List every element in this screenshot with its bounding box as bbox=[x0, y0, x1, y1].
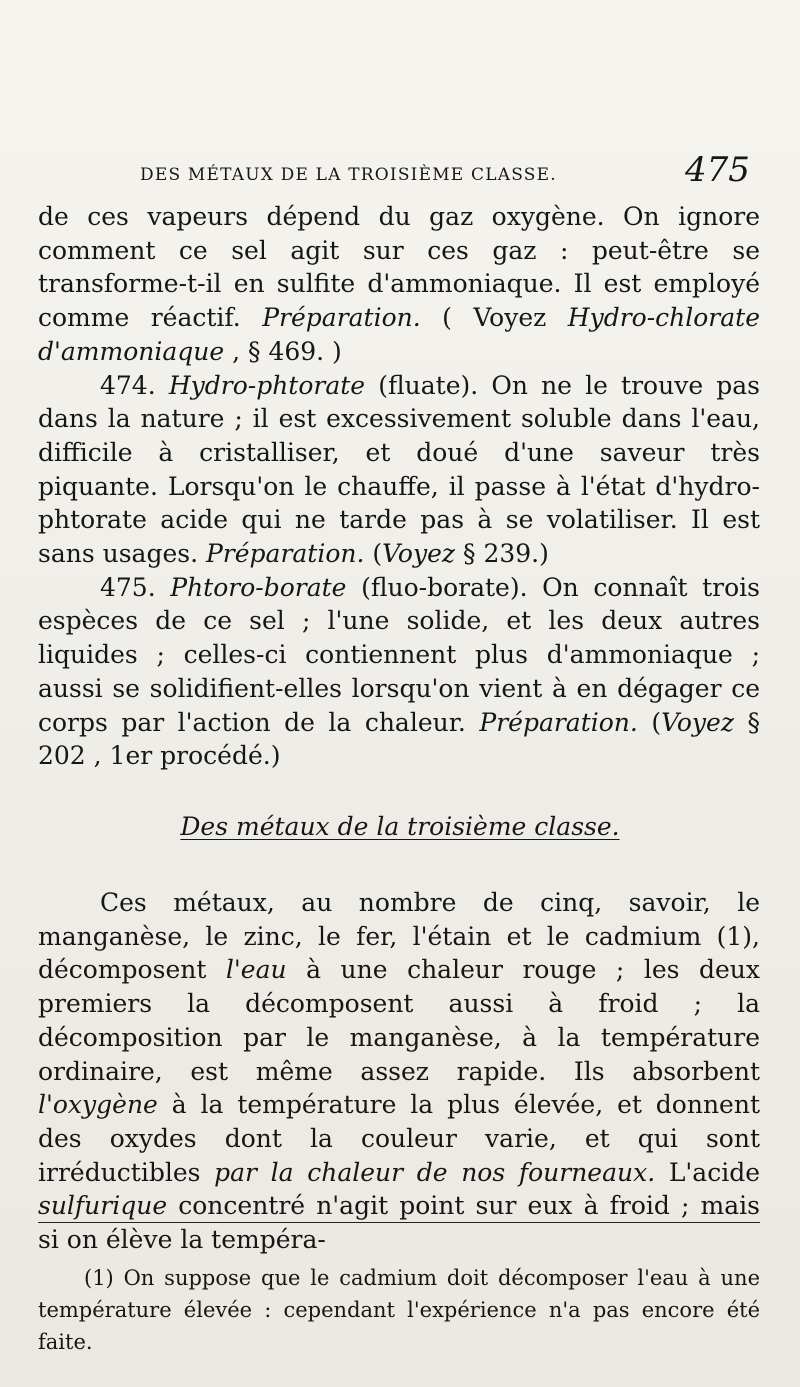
voyez-label: Voyez bbox=[382, 539, 456, 569]
text-run: ( Voyez bbox=[420, 303, 568, 333]
text-run: ( bbox=[364, 539, 383, 569]
emphasis-term: sulfurique bbox=[38, 1191, 168, 1221]
article-term: Hydro-phtorate bbox=[168, 370, 366, 400]
emphasis-term: par la chaleur de nos fourneaux. bbox=[214, 1157, 656, 1187]
preparation-label: Préparation. bbox=[205, 539, 365, 569]
text-run: (fluo-borate). On connaît trois espèces de ce sel ; l'une solide, et les deux autres liquides ; celles-ci contiennent plus d'ammoniaque ; aussi se solidifient-elles lorsqu'on vient à en dégager ce corps par l'action de la chaleur. bbox=[38, 572, 760, 737]
article-term: Phtoro-borate bbox=[170, 572, 347, 602]
text-run: ( bbox=[637, 707, 662, 737]
text-run: de ces vapeurs dépend du gaz oxygène. On ignore comment ce sel agit sur ces gaz : peut-être se transforme-t-il en sulfite d'ammoniaque. Il est employé comme réactif. bbox=[38, 202, 760, 333]
text-run: § 202 , 1er procédé.) bbox=[38, 707, 761, 771]
text-run: , § 469. ) bbox=[224, 336, 342, 366]
preparation-label: Préparation. bbox=[262, 303, 421, 333]
emphasis-term: l'eau bbox=[225, 955, 287, 985]
body-text-top bbox=[38, 200, 760, 773]
footnote-text: (1) On suppose que le cadmium doit décomposer l'eau à une température élevée : cependant l'expérience n'a pas encore été faite. bbox=[38, 1266, 760, 1354]
footnote-divider bbox=[38, 1222, 760, 1223]
text-run: concentré n'agit point sur eux à froid ; mais si on élève la tempéra- bbox=[38, 1191, 760, 1255]
text-run: à la température la plus élevée, et donnent des oxydes dont la couleur varie, et qui sont irréductibles bbox=[38, 1090, 760, 1187]
article-number: 475. bbox=[100, 572, 171, 602]
paragraph-474 bbox=[38, 369, 760, 571]
paragraph-475 bbox=[38, 571, 760, 773]
cross-reference-term: Hydro-chlorate d'ammoniaque bbox=[38, 303, 761, 366]
page-number: 475 bbox=[685, 150, 750, 190]
paragraph-metaux bbox=[38, 886, 760, 1257]
text-run: Ces métaux, au nombre de cinq, savoir, le manganèse, le zinc, le fer, l'étain et le cadmium (1), décomposent bbox=[38, 888, 760, 985]
running-header: DES MÉTAUX DE LA TROISIÈME CLASSE. bbox=[140, 165, 557, 185]
paragraph-sulfite bbox=[38, 200, 760, 369]
text-run: (fluate). On ne le trouve pas dans la nature ; il est excessivement soluble dans l'eau, difficile à cristalliser, et doué d'une saveur très piquante. Lorsqu'on le chauffe, il passe à l'état d'hydro-phtorate acide qui ne tarde pas à se volatiliser. Il est sans usages. bbox=[38, 370, 760, 569]
emphasis-term: l'oxygène bbox=[38, 1090, 158, 1120]
section-heading bbox=[0, 812, 800, 841]
article-number: 474. bbox=[100, 370, 169, 400]
footnote bbox=[38, 1262, 760, 1358]
text-run: L'acide bbox=[655, 1157, 760, 1187]
preparation-label: Préparation. bbox=[479, 707, 638, 737]
section-heading-text: Des métaux de la troisième classe. bbox=[180, 812, 620, 841]
text-run: à une chaleur rouge ; les deux premiers la décomposent aussi à froid ; la décomposition par le manganèse, à la température ordinaire, est même assez rapide. Ils absorbent bbox=[38, 955, 760, 1086]
voyez-label: Voyez bbox=[661, 707, 735, 737]
body-text-bottom bbox=[38, 886, 760, 1257]
text-run: § 239.) bbox=[455, 539, 549, 569]
